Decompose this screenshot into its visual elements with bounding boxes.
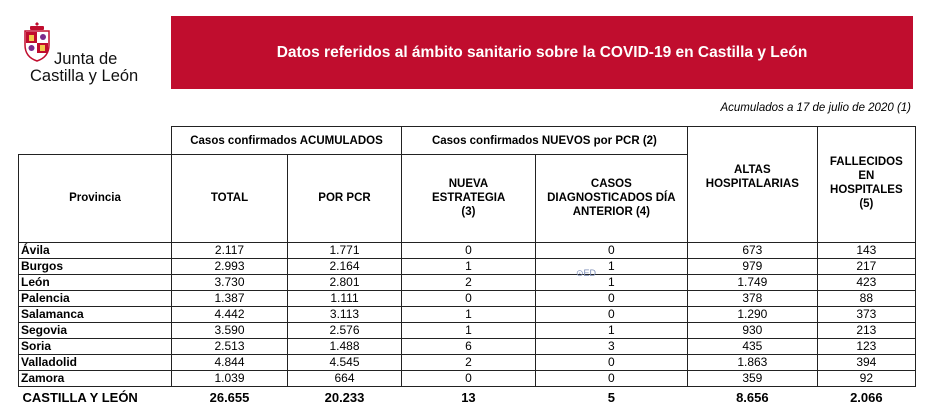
table-row bbox=[19, 258, 916, 274]
cell-fallecidos: 88 bbox=[817, 290, 915, 306]
cell-fallecidos: 217 bbox=[817, 258, 915, 274]
table-row bbox=[19, 274, 916, 290]
cell-total: 2.993 bbox=[172, 258, 288, 274]
cell-total: 1.039 bbox=[172, 370, 288, 386]
logo-line-1: Junta de bbox=[54, 50, 118, 68]
cell-por_pcr: 1.111 bbox=[288, 290, 402, 306]
page-title: Datos referidos al ámbito sanitario sobre la COVID-19 en Castilla y León bbox=[276, 43, 808, 61]
title-banner bbox=[171, 16, 913, 89]
col-fallecidos: FALLECIDOS EN HOSPITALES (5) bbox=[817, 155, 915, 243]
table-row bbox=[19, 242, 916, 258]
cell-provincia: Segovia bbox=[19, 322, 172, 338]
cell-diag: 3 bbox=[535, 338, 687, 354]
cell-diag: 0 bbox=[535, 370, 687, 386]
cell-nueva: 0 bbox=[402, 370, 536, 386]
cell-provincia: Soria bbox=[19, 338, 172, 354]
cell-altas: 979 bbox=[687, 258, 817, 274]
cell-provincia: Palencia bbox=[19, 290, 172, 306]
header-acumulados: Casos confirmados ACUMULADOS bbox=[172, 127, 402, 155]
cell-provincia: Ávila bbox=[19, 242, 172, 258]
header-altas-top bbox=[687, 127, 817, 155]
total-por_pcr: 20.233 bbox=[324, 389, 365, 405]
covid-data-table bbox=[18, 126, 916, 409]
cell-diag: 1 bbox=[535, 322, 687, 338]
col-casos-diagnosticados: CASOS DIAGNOSTICADOS DÍA ANTERIOR (4) bbox=[535, 155, 687, 243]
cell-provincia: León bbox=[19, 274, 172, 290]
cell-total: 2.513 bbox=[172, 338, 288, 354]
cell-nueva: 1 bbox=[402, 258, 536, 274]
header-nuevos: Casos confirmados NUEVOS por PCR (2) bbox=[402, 127, 688, 155]
table-row bbox=[19, 338, 916, 354]
cell-diag: 0 bbox=[535, 290, 687, 306]
cell-altas: 930 bbox=[687, 322, 817, 338]
cell-por_pcr: 664 bbox=[288, 370, 402, 386]
logo-line-2: Castilla y León bbox=[30, 67, 139, 85]
cell-provincia: Salamanca bbox=[19, 306, 172, 322]
cell-nueva: 0 bbox=[402, 242, 536, 258]
cell-provincia: Burgos bbox=[19, 258, 172, 274]
cell-por_pcr: 2.164 bbox=[288, 258, 402, 274]
junta-logo bbox=[22, 22, 142, 84]
cell-provincia: Zamora bbox=[19, 370, 172, 386]
total-provincia: CASTILLA Y LEÓN bbox=[22, 389, 138, 405]
cell-fallecidos: 123 bbox=[817, 338, 915, 354]
cell-altas: 1.290 bbox=[687, 306, 817, 322]
cell-altas: 359 bbox=[687, 370, 817, 386]
cell-provincia: Valladolid bbox=[19, 354, 172, 370]
cell-total: 4.442 bbox=[172, 306, 288, 322]
cell-fallecidos: 423 bbox=[817, 274, 915, 290]
cell-total: 1.387 bbox=[172, 290, 288, 306]
col-altas: ALTAS HOSPITALARIAS bbox=[687, 155, 817, 243]
cell-fallecidos: 394 bbox=[817, 354, 915, 370]
cell-fallecidos: 213 bbox=[817, 322, 915, 338]
cell-fallecidos: 373 bbox=[817, 306, 915, 322]
cell-nueva: 2 bbox=[402, 274, 536, 290]
cell-diag: 0 bbox=[535, 242, 687, 258]
table-row bbox=[19, 354, 916, 370]
cell-diag: 0 bbox=[535, 354, 687, 370]
col-provincia: Provincia bbox=[19, 155, 172, 243]
total-total: 26.655 bbox=[209, 389, 250, 405]
cell-por_pcr: 1.488 bbox=[288, 338, 402, 354]
cell-nueva: 6 bbox=[402, 338, 536, 354]
cell-nueva: 0 bbox=[402, 290, 536, 306]
cell-por_pcr: 2.801 bbox=[288, 274, 402, 290]
col-nueva-estrategia: NUEVA ESTRATEGIA (3) bbox=[402, 155, 536, 243]
cell-altas: 435 bbox=[687, 338, 817, 354]
cell-diag: 0 bbox=[535, 306, 687, 322]
cell-altas: 673 bbox=[687, 242, 817, 258]
cell-por_pcr: 2.576 bbox=[288, 322, 402, 338]
accumulated-date-note: Acumulados a 17 de julio de 2020 (1) bbox=[720, 102, 911, 114]
table-row bbox=[19, 290, 916, 306]
total-row bbox=[19, 386, 916, 409]
cell-fallecidos: 92 bbox=[817, 370, 915, 386]
cell-total: 2.117 bbox=[172, 242, 288, 258]
total-diag: 5 bbox=[607, 389, 615, 405]
cell-total: 3.590 bbox=[172, 322, 288, 338]
cell-por_pcr: 3.113 bbox=[288, 306, 402, 322]
table-row bbox=[19, 322, 916, 338]
cell-diag: 1 bbox=[535, 274, 687, 290]
cell-por_pcr: 1.771 bbox=[288, 242, 402, 258]
cell-total: 4.844 bbox=[172, 354, 288, 370]
cell-altas: 1.863 bbox=[687, 354, 817, 370]
cell-nueva: 1 bbox=[402, 306, 536, 322]
watermark-logo: ⊙ED bbox=[576, 268, 597, 278]
cell-altas: 1.749 bbox=[687, 274, 817, 290]
cell-total: 3.730 bbox=[172, 274, 288, 290]
total-fallecidos: 2.066 bbox=[850, 389, 883, 405]
header-fallecidos-top bbox=[817, 127, 915, 155]
table-row bbox=[19, 306, 916, 322]
col-total: TOTAL bbox=[172, 155, 288, 243]
cell-nueva: 2 bbox=[402, 354, 536, 370]
total-altas: 8.656 bbox=[736, 389, 769, 405]
cell-nueva: 1 bbox=[402, 322, 536, 338]
cell-altas: 378 bbox=[687, 290, 817, 306]
cell-fallecidos: 143 bbox=[817, 242, 915, 258]
cell-diag: 1 bbox=[535, 258, 687, 274]
cell-por_pcr: 4.545 bbox=[288, 354, 402, 370]
total-nueva: 13 bbox=[461, 389, 476, 405]
table-row bbox=[19, 370, 916, 386]
header-spacer bbox=[19, 127, 172, 155]
col-por-pcr: POR PCR bbox=[288, 155, 402, 243]
